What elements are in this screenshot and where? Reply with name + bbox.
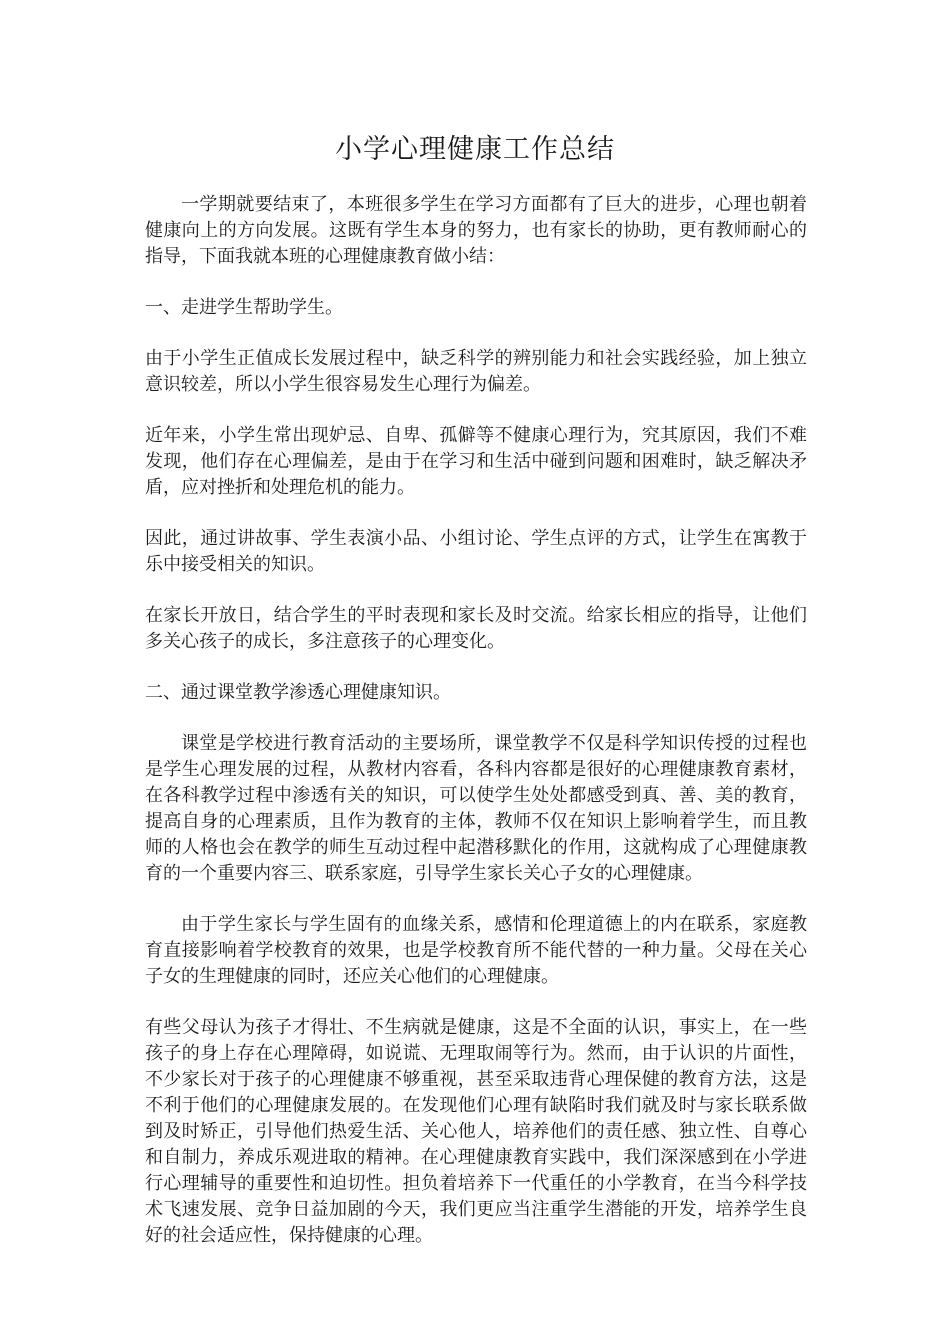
document-body xyxy=(145,192,807,1274)
paragraph-intro: 一学期就要结束了，本班很多学生在学习方面都有了巨大的进步，心理也朝着健康向上的方向发展。这既有学生本身的努力，也有家长的协助，更有教师耐心的指导，下面我就本班的心理健康教育做小结： xyxy=(145,194,807,267)
paragraph: 由于小学生正值成长发展过程中，缺乏科学的辨别能力和社会实践经验，加上独立意识较差，所以小学生很容易发生心理行为偏差。 xyxy=(145,348,807,395)
paragraph: 课堂是学校进行教育活动的主要场所，课堂教学不仅是科学知识传授的过程也是学生心理发展的过程，从教材内容看，各科内容都是很好的心理健康教育素材，在各科教学过程中渗透有关的知识，可以使学生处处都感受到真、善、美的教育，提高自身的心理素质，且作为教育的主体，教师不仅在知识上影响着学生，而且教师的人格也会在教学的师生互动过程中起潜移默化的作用，这就构成了心理健康教育的一个重要内容三、联系家庭，引导学生家长关心子女的心理健康。 xyxy=(145,733,807,884)
section-heading-1: 一、走进学生帮助学生。 xyxy=(145,297,343,318)
paragraph: 由于学生家长与学生固有的血缘关系，感情和伦理道德上的内在联系，家庭教育直接影响着学校教育的效果，也是学校教育所不能代替的一种力量。父母在关心子女的生理健康的同时，还应关心他们的心理健康。 xyxy=(145,914,807,987)
paragraph: 因此，通过讲故事、学生表演小品、小组讨论、学生点评的方式，让学生在寓教于乐中接受相关的知识。 xyxy=(145,528,807,575)
paragraph: 近年来，小学生常出现妒忌、自卑、孤僻等不健康心理行为，究其原因，我们不难发现，他们存在心理偏差，是由于在学习和生活中碰到问题和困难时，缺乏解决矛盾，应对挫折和处理危机的能力。 xyxy=(145,425,807,498)
paragraph: 有些父母认为孩子才得壮、不生病就是健康，这是不全面的认识，事实上，在一些孩子的身上存在心理障碍，如说谎、无理取闹等行为。然而，由于认识的片面性，不少家长对于孩子的心理健康不够重视，甚至采取违背心理保健的教育方法，这是不利于他们的心理健康发展的。在发现他们心理有缺陷时我们就及时与家长联系做到及时矫正，引导他们热爱生活、关心他人，培养他们的责任感、独立性、自尊心和自制力，养成乐观进取的精神。在心理健康教育实践中，我们深深感到在小学进行心理辅导的重要性和迫切性。担负着培养下一代重任的小学教育，在当今科学技术飞速发展、竞争日益加剧的今天，我们更应当注重学生潜能的开发，培养学生良好的社会适应性，保持健康的心理。 xyxy=(145,1017,807,1246)
document-title: 小学心理健康工作总结 xyxy=(335,134,615,165)
section-heading-2: 二、通过课堂教学渗透心理健康知识。 xyxy=(145,682,451,703)
paragraph: 在家长开放日，结合学生的平时表现和家长及时交流。给家长相应的指导，让他们多关心孩子的成长，多注意孩子的心理变化。 xyxy=(145,605,807,652)
